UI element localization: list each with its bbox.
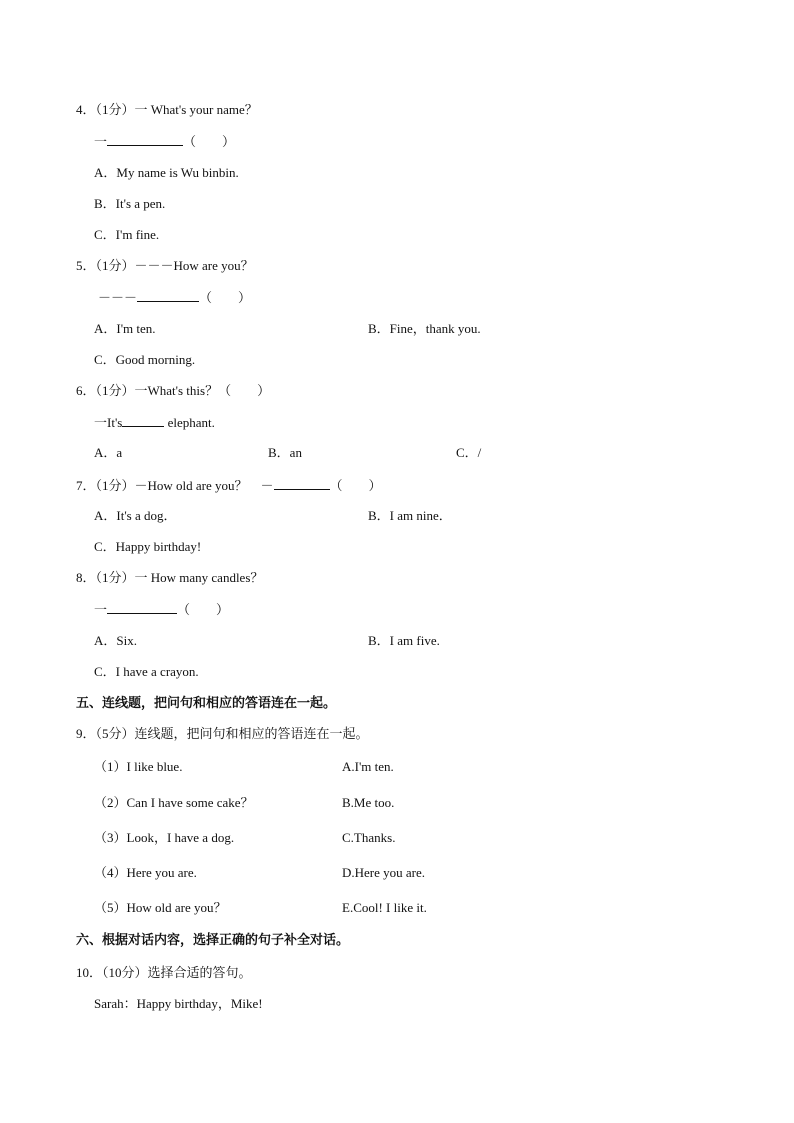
q4-option-a[interactable]: A．My name is Wu binbin. (94, 165, 239, 180)
q4-answer-blank[interactable] (107, 133, 183, 146)
q4-option-c[interactable]: C．I'm fine. (94, 227, 160, 242)
q9-right-a[interactable]: A.I'm ten. (342, 759, 394, 774)
q8-paren: （ ） (177, 602, 230, 617)
q5-answer-dash: －－－ (98, 290, 138, 305)
q6-stem: 6．（1分）一What's this？（ ） (76, 383, 271, 398)
q10-dialogue-line-1: Sarah：Happy birthday，Mike! (94, 996, 263, 1011)
q6-option-a[interactable]: A．a (94, 445, 123, 460)
q6-option-b[interactable]: B．an (268, 445, 302, 460)
q8-option-b[interactable]: B．I am five. (368, 633, 440, 648)
q8-option-c[interactable]: C．I have a crayon. (94, 664, 199, 679)
q4-paren: （ ） (183, 134, 236, 149)
q5-answer-blank[interactable] (137, 289, 199, 302)
q6-option-c[interactable]: C．/ (456, 445, 482, 460)
q7-stem: 7．（1分）－How old are you？ － (76, 478, 274, 493)
q7-option-c[interactable]: C．Happy birthday! (94, 539, 202, 554)
q7-option-a[interactable]: A．It's a dog． (94, 508, 177, 523)
q9-right-c[interactable]: C.Thanks. (342, 830, 396, 845)
q9-left-4[interactable]: （4）Here you are. (94, 865, 197, 880)
q5-paren: （ ） (199, 290, 252, 305)
q4-option-b[interactable]: B．It's a pen. (94, 196, 166, 211)
q9-right-b[interactable]: B.Me too. (342, 795, 395, 810)
q5-answer-line (98, 289, 251, 306)
q8-stem: 8．（1分）一 How many candles？ (76, 570, 264, 585)
q9-left-2[interactable]: （2）Can I have some cake？ (94, 795, 254, 810)
q8-answer-dash: 一 (94, 602, 108, 617)
q9-right-d[interactable]: D.Here you are. (342, 865, 426, 880)
q5-option-b[interactable]: B．Fine，thank you. (368, 321, 481, 336)
q6-answer-line (94, 414, 215, 431)
q5-option-c[interactable]: C．Good morning. (94, 352, 196, 367)
q9-left-5[interactable]: （5）How old are you？ (94, 900, 227, 915)
q8-answer-blank[interactable] (107, 601, 177, 614)
q8-option-a[interactable]: A．Six. (94, 633, 137, 648)
q6-line-prefix: 一It's (94, 415, 123, 430)
q6-line-suffix: elephant. (167, 415, 215, 430)
q7-answer-blank[interactable] (274, 477, 330, 490)
section-5-title: 五、连线题，把问句和相应的答语连在一起。 (76, 695, 337, 710)
q8-answer-line (94, 601, 229, 618)
q7-option-b[interactable]: B．I am nine． (368, 508, 452, 523)
q9-left-3[interactable]: （3）Look，I have a dog. (94, 830, 235, 845)
q5-option-a[interactable]: A．I'm ten. (94, 321, 156, 336)
q9-stem: 9．（5分）连线题，把问句和相应的答语连在一起。 (76, 726, 369, 741)
section-6-title: 六、根据对话内容，选择正确的句子补全对话。 (76, 932, 350, 947)
q10-stem: 10．（10分）选择合适的答句。 (76, 965, 252, 980)
q4-stem: 4．（1分）一 What's your name？ (76, 102, 258, 117)
q9-right-e[interactable]: E.Cool! I like it. (342, 900, 427, 915)
q7-paren: （ ） (329, 478, 382, 493)
q5-stem: 5．（1分）－－－How are you？ (76, 258, 254, 273)
q9-left-1[interactable]: （1）I like blue. (94, 759, 183, 774)
q4-answer-dash: 一 (94, 134, 108, 149)
q7-stem-line (76, 477, 382, 494)
q4-answer-line (94, 133, 235, 150)
q6-answer-blank[interactable] (122, 414, 164, 427)
